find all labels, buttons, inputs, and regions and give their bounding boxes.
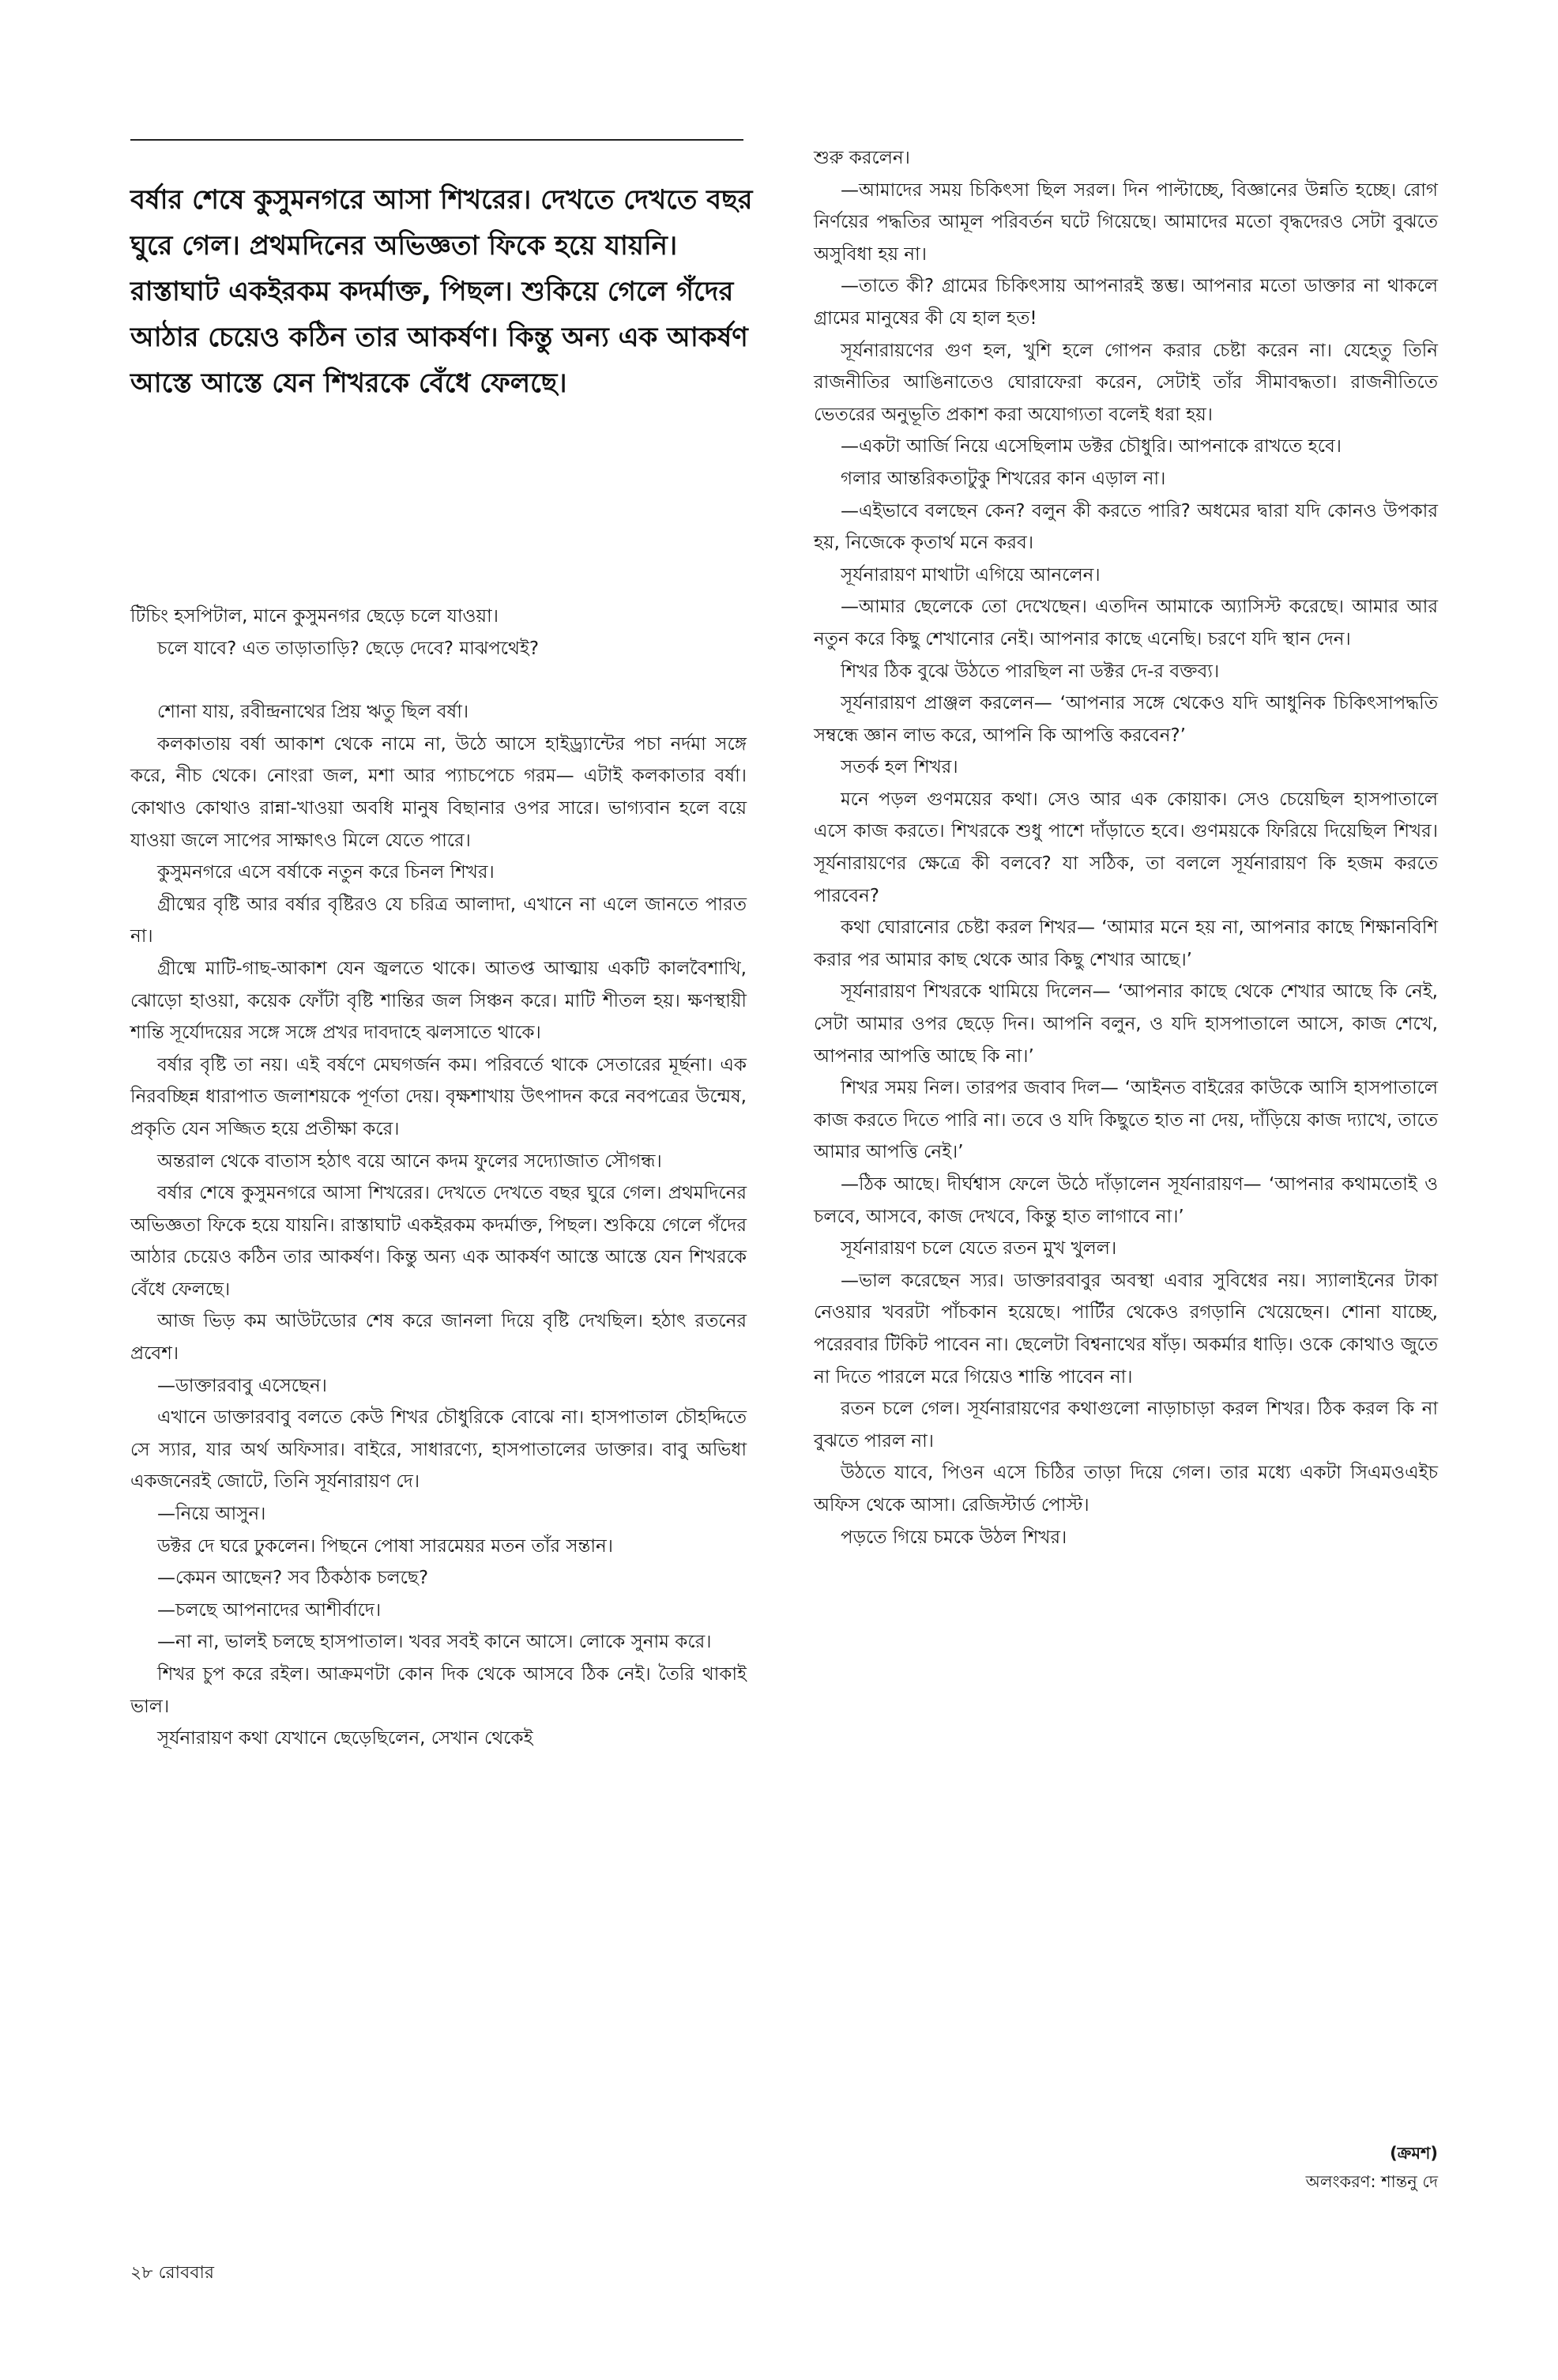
left-column (130, 601, 747, 1755)
paragraph: কথা ঘোরানোর চেষ্টা করল শিখর— ‘আমার মনে হয় না, আপনার কাছে শিক্ষানবিশি করার পর আমার কাছ থেকে আর কিছু শেখার আছে।’ (814, 917, 1438, 970)
paragraph: বর্ষার বৃষ্টি তা নয়। এই বর্ষণে মেঘগর্জন কম। পরিবর্তে থাকে সেতারের মূর্ছনা। এক নিরবচ্ছিন্ন ধারাপাত জলাশয়কে পূর্ণতা দেয়। বৃক্ষশাখায় উৎপাদন করে নবপত্রের উন্মেষ, প্রকৃতি যেন সজ্জিত হয়ে প্রতীক্ষা করে। (130, 1054, 747, 1139)
top-rule (130, 139, 743, 141)
paragraph: —কেমন আছেন? সব ঠিকঠাক চলছে? (157, 1568, 429, 1589)
section-gap (130, 665, 747, 696)
paragraph: —ঠিক আছে। দীর্ঘশ্বাস ফেলে উঠে দাঁড়ালেন সূর্যনারায়ণ— ‘আপনার কথামতোই ও চলবে, আসবে, কাজ দেখবে, কিন্তু হাত লাগাবে না।’ (814, 1174, 1438, 1227)
paragraph: শিখর সময় নিল। তারপর জবাব দিল— ‘আইনত বাইরের কাউকে আসি হাসপাতালে কাজ করতে দিতে পারি না। তবে ও যদি কিছুতে হাত না দেয়, দাঁড়িয়ে কাজ দ্যাখে, তাতে আমার আপত্তি নেই।’ (814, 1078, 1438, 1163)
paragraph: সূর্যনারায়ণ মাথাটা এগিয়ে আনলেন। (841, 564, 1101, 586)
paragraph: গলার আন্তরিকতাটুকু শিখরের কান এড়াল না। (841, 468, 1166, 489)
paragraph: উঠতে যাবে, পিওন এসে চিঠির তাড়া দিয়ে গেল। তার মধ্যে একটা সিএমওএইচ অফিস থেকে আসা। রেজিস্টার্ড পোস্ট। (814, 1463, 1438, 1516)
paragraph: অন্তরাল থেকে বাতাস হঠাৎ বয়ে আনে কদম ফুলের সদ্যোজাত সৌগন্ধ। (157, 1150, 662, 1172)
paragraph: —ডাক্তারবাবু এসেছেন। (157, 1375, 327, 1396)
intro-line-2: চলে যাবে? এত তাড়াতাড়ি? ছেড়ে দেবে? মাঝপথেই? (157, 638, 540, 659)
paragraph: রতন চলে গেল। সূর্যনারায়ণের কথাগুলো নাড়াচাড়া করল শিখর। ঠিক করল কি না বুঝতে পারল না। (814, 1399, 1438, 1452)
paragraph: সূর্যনারায়ণ শিখরকে থামিয়ে দিলেন— ‘আপনার কাছে থেকে শেখার আছে কি নেই, সেটা আমার ওপর ছেড়ে দিন। আপনি বলুন, ও যদি হাসপাতালে আসে, কাজ শেখে, আপনার আপত্তি আছে কি না।’ (814, 981, 1438, 1067)
paragraph: শোনা যায়, রবীন্দ্রনাথের প্রিয় ঋতু ছিল বর্ষা। (157, 702, 469, 723)
paragraph: সূর্যনারায়ণ চলে যেতে রতন মুখ খুলল। (841, 1238, 1117, 1260)
paragraph: সূর্যনারায়ণের গুণ হল, খুশি হলে গোপন করার চেষ্টা করেন না। যেহেতু তিনি রাজনীতির আঙিনাতেও ঘোরাফেরা করেন, সেটাই তাঁর সীমাবদ্ধতা। রাজনীতিতে ভেতরের অনুভূতি প্রকাশ করা অযোগ্যতা বলেই ধরা হয়। (814, 340, 1438, 425)
paragraph: —তাতে কী? গ্রামের চিকিৎসায় আপনারই স্তম্ভ। আপনার মতো ডাক্তার না থাকলে গ্রামের মানুষের কী যে হাল হত! (814, 276, 1438, 329)
paragraph: —একটা আর্জি নিয়ে এসেছিলাম ডক্টর চৌধুরি। আপনাকে রাখতে হবে। (841, 436, 1342, 458)
paragraph: ডক্টর দে ঘরে ঢুকলেন। পিছনে পোষা সারমেয়র মতন তাঁর সন্তান। (157, 1535, 614, 1557)
paragraph: আজ ভিড় কম আউটডোর শেষ করে জানলা দিয়ে বৃষ্টি দেখছিল। হঠাৎ রতনের প্রবেশ। (130, 1311, 747, 1365)
to-be-continued-label: (ক্রমশ) (1390, 2144, 1438, 2163)
paragraph: —এইভাবে বলছেন কেন? বলুন কী করতে পারি? অধমের দ্বারা যদি কোনও উপকার হয়, নিজেকে কৃতার্থ মনে করব। (814, 500, 1438, 554)
paragraph: কলকাতায় বর্ষা আকাশ থেকে নামে না, উঠে আসে হাইড্র্যান্টের পচা নর্দমা সঙ্গে করে, নীচ থেকে। নোংরা জল, মশা আর প্যাচপেচে গরম— এটাই কলকাতার বর্ষা। কোথাও কোথাও রান্না-খাওয়া অবধি মানুষ বিছানার ওপর সারে। ভাগ্যবান হলে বয়ে যাওয়া জলে সাপের সাক্ষাৎও মিলে যেতে পারে। (130, 733, 747, 851)
paragraph: —চলছে আপনাদের আশীর্বাদে। (157, 1599, 382, 1621)
paragraph: —ভাল করেছেন স্যর। ডাক্তারবাবুর অবস্থা এবার সুবিধের নয়। স্যালাইনের টাকা নেওয়ার খবরটা পাঁচকান হয়েছে। পার্টির থেকেও রগড়ানি খেয়েছেন। শোনা যাচ্ছে, পরেরবার টিকিট পাবেন না। ছেলেটা বিশ্বনাথের ষাঁড়। অকর্মার ধাড়ি। ওকে কোথাও জুতে না দিতে পারলে মরে গিয়েও শান্তি পাবেন না। (814, 1270, 1438, 1388)
paragraph: —না না, ভালই চলছে হাসপাতাল। খবর সবই কানে আসে। লোকে সুনাম করে। (157, 1632, 712, 1653)
paragraph: গ্রীষ্মে মাটি-গাছ-আকাশ যেন জ্বলতে থাকে। আতপ্ত আত্মায় একটি কালবৈশাখি, ঝোড়ো হাওয়া, কয়েক ফোঁটা বৃষ্টি শান্তির জল সিঞ্চন করে। মাটি শীতল হয়। ক্ষণস্থায়ী শান্তি সূর্যোদয়ের সঙ্গে সঙ্গে প্রখর দাবদাহে ঝলসাতে থাকে। (130, 958, 747, 1044)
paragraph: এখানে ডাক্তারবাবু বলতে কেউ শিখর চৌধুরিকে বোঝে না। হাসপাতাল চৌহদ্দিতে সে স্যার, যার অর্থ অফিসার। বাইরে, সাধারণ্যে, হাসপাতালের ডাক্তার। বাবু অভিধা একজনেরই জোটে, তিনি সূর্যনারায়ণ দে। (130, 1407, 747, 1493)
intro-line-1: টিচিং হসপিটাল, মানে কুসুমনগর ছেড়ে চলে যাওয়া। (130, 606, 499, 627)
paragraph: মনে পড়ল গুণময়ের কথা। সেও আর এক কোয়াক। সেও চেয়েছিল হাসপাতালে এসে কাজ করতে। শিখরকে শুধু পাশে দাঁড়াতে হবে। গুণময়কে ফিরিয়ে দিয়েছিল শিখর। সূর্যনারায়ণের ক্ষেত্রে কী বলবে? যা সঠিক, তা বললে সূর্যনারায়ণ কি হজম করতে পারবেন? (814, 789, 1438, 906)
paragraph: শুরু করলেন। (814, 148, 910, 168)
page-folio: ২৮ রোববার (130, 2263, 214, 2283)
paragraph: সূর্যনারায়ণ কথা যেখানে ছেড়েছিলেন, সেখান থেকেই (157, 1728, 533, 1749)
right-column (814, 142, 1438, 1553)
paragraph: —নিয়ে আসুন। (157, 1504, 266, 1525)
paragraph: পড়তে গিয়ে চমকে উঠল শিখর। (841, 1527, 1067, 1548)
paragraph: সতর্ক হল শিখর। (841, 757, 958, 778)
paragraph: শিখর ঠিক বুঝে উঠতে পারছিল না ডক্টর দে-র বক্তব্য। (841, 661, 1220, 682)
paragraph: —আমার ছেলেকে তো দেখেছেন। এতদিন আমাকে অ্যাসিস্ট করেছে। আমার আর নতুন করে কিছু শেখানোর নেই। আপনার কাছে এনেছি। চরণে যদি স্থান দেন। (814, 597, 1438, 650)
paragraph: কুসুমনগরে এসে বর্ষাকে নতুন করে চিনল শিখর। (157, 862, 495, 883)
paragraph: বর্ষার শেষে কুসুমনগরে আসা শিখরের। দেখতে দেখতে বছর ঘুরে গেল। প্রথমদিনের অভিজ্ঞতা ফিকে হয়ে যায়নি। রাস্তাঘাট একইরকম কদর্মাক্ত, পিছল। শুকিয়ে গেলে গঁদের আঠার চেয়েও কঠিন তার আকর্ষণ। কিন্তু অন্য এক আকর্ষণ আস্তে আস্তে যেন শিখরকে বেঁধে ফেলছে। (130, 1183, 747, 1300)
paragraph: শিখর চুপ করে রইল। আক্রমণটা কোন দিক থেকে আসবে ঠিক নেই। তৈরি থাকাই ভাল। (130, 1664, 747, 1717)
pull-quote: বর্ষার শেষে কুসুমনগরে আসা শিখরের। দেখতে দেখতে বছর ঘুরে গেল। প্রথমদিনের অভিজ্ঞতা ফিকে হয়ে যায়নি। রাস্তাঘাট একইরকম কদর্মাক্ত, পিছল। শুকিয়ে গেলে গঁদের আঠার চেয়েও কঠিন তার আকর্ষণ। কিন্তু অন্য এক আকর্ষণ আস্তে আস্তে যেন শিখরকে বেঁধে ফেলছে। (130, 184, 753, 399)
paragraph: সূর্যনারায়ণ প্রাঞ্জল করলেন— ‘আপনার সঙ্গে থেকেও যদি আধুনিক চিকিৎসাপদ্ধতি সম্বন্ধে জ্ঞান লাভ করে, আপনি কি আপত্তি করবেন?’ (814, 693, 1438, 746)
illustration-credit: অলংকরণ: শান্তনু দে (1305, 2172, 1438, 2191)
paragraph: —আমাদের সময় চিকিৎসা ছিল সরল। দিন পাল্টাচ্ছে, বিজ্ঞানের উন্নতি হচ্ছে। রোগ নির্ণয়ের পদ্ধতির আমূল পরিবর্তন ঘটে গিয়েছে। আমাদের মতো বৃদ্ধদেরও সেটা বুঝতে অসুবিধা হয় না। (814, 179, 1438, 265)
paragraph: গ্রীষ্মের বৃষ্টি আর বর্ষার বৃষ্টিরও যে চরিত্র আলাদা, এখানে না এলে জানতে পারত না। (130, 894, 747, 947)
